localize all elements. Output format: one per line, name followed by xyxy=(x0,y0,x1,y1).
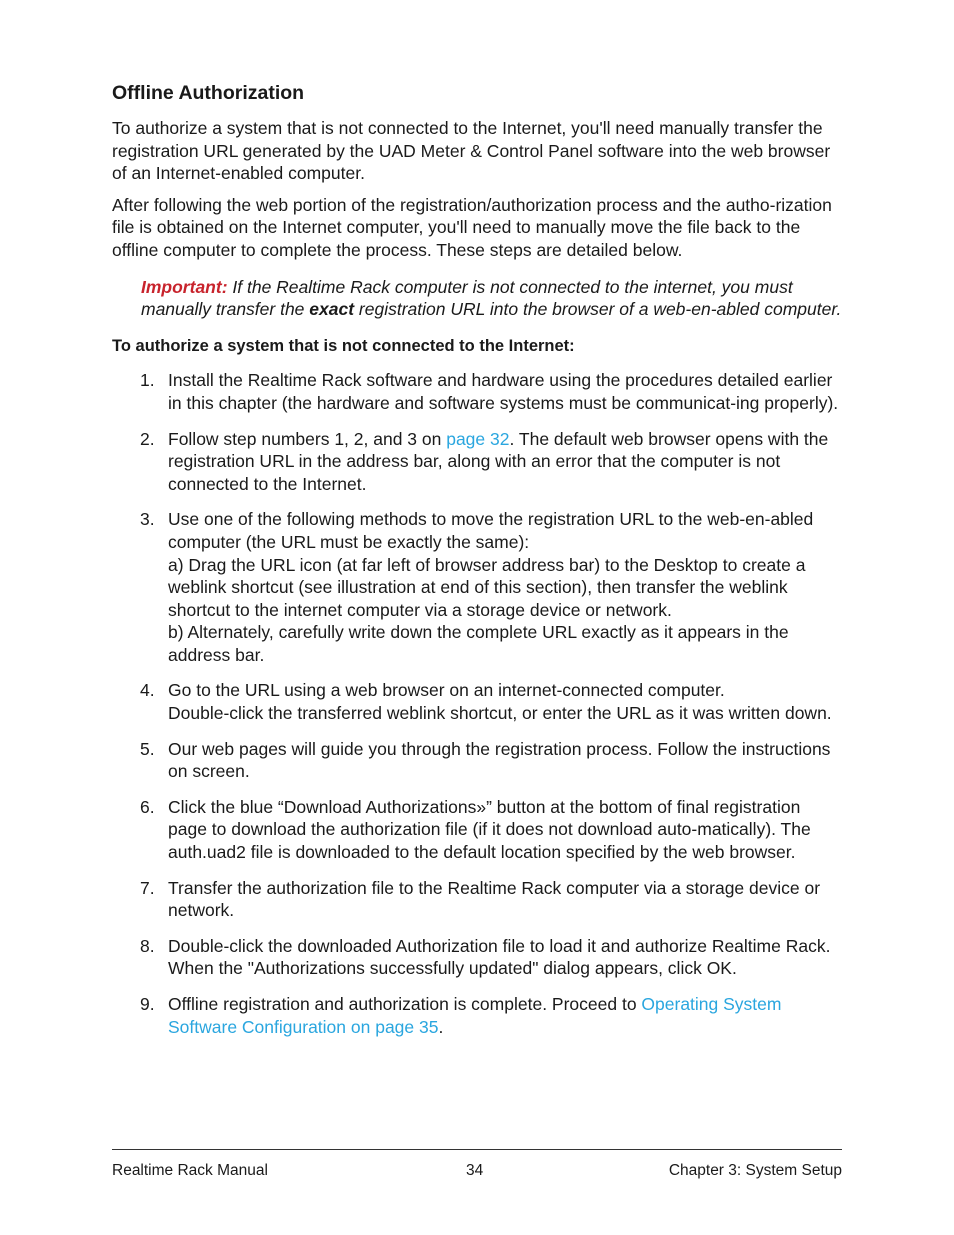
important-label: Important: xyxy=(141,276,228,297)
step-number: 6. xyxy=(140,796,155,817)
step-number: 5. xyxy=(140,738,155,759)
intro-paragraph-1: To authorize a system that is not connected to the Internet, you'll need manually transfer the registration URL generated by the UAD Meter & Control Panel software into the web browser of an Internet-enabled computer. xyxy=(112,118,831,184)
important-note xyxy=(141,276,844,321)
intro-paragraph-2: After following the web portion of the registration/authorization process and the autho-rization file is obtained on the Internet computer, you'll need to manually move the file back to the offline computer to complete the process. These steps are detailed below. xyxy=(112,194,832,260)
step-item xyxy=(112,738,844,783)
step-text: Install the Realtime Rack software and hardware using the procedures detailed earlier in this chapter (the hardware and software systems must be communicat-ing properly). xyxy=(168,370,839,413)
step-item xyxy=(112,796,844,864)
step-number: 7. xyxy=(140,877,155,898)
step-item xyxy=(112,428,844,496)
step-option-a: a) Drag the URL icon (at far left of browser address bar) to the Desktop to create a weblink shortcut (see illustration at end of this section), then transfer the weblink shortcut to the internet computer via a storage device or network. xyxy=(168,554,806,620)
note-emphasis: exact xyxy=(309,299,355,320)
step-item xyxy=(112,935,844,980)
footer-chapter: Chapter 3: System Setup xyxy=(668,1162,842,1179)
procedure-title: To authorize a system that is not connected to the Internet: xyxy=(112,336,575,355)
step-text: Click the blue “Download Authorizations»” button at the bottom of final registration page to download the authorization file (if it does not download auto-matically). The auth.uad2 file is downloaded to the default location specified by the web browser. xyxy=(168,796,811,863)
step-number: 8. xyxy=(140,935,155,956)
step-item xyxy=(112,993,844,1038)
step-text: . The default web browser opens with the registration URL in the address bar, along with an error that the computer is not connected to the Internet. xyxy=(168,428,829,494)
note-text-2: registration URL into the browser of a web-en-abled computer. xyxy=(354,299,842,320)
step-text: Go to the URL using a web browser on an internet-connected computer. xyxy=(168,680,725,701)
page-32-link[interactable]: page 32 xyxy=(446,428,510,449)
os-software-config-link[interactable]: Operating System Software Configuration on page 35 xyxy=(168,994,782,1037)
step-text: Transfer the authorization file to the Realtime Rack computer via a storage device or network. xyxy=(168,877,821,921)
step-item xyxy=(112,369,844,414)
step-item xyxy=(112,679,844,724)
section-heading: Offline Authorization xyxy=(112,82,305,104)
footer-divider xyxy=(112,1149,842,1150)
step-text: Offline registration and authorization is complete. Proceed to xyxy=(168,994,642,1014)
footer-manual-title: Realtime Rack Manual xyxy=(112,1162,268,1179)
step-number: 4. xyxy=(140,680,155,701)
step-text-detail: Double-click the transferred weblink shortcut, or enter the URL as it was written down. xyxy=(168,703,832,724)
footer-page-number: 34 xyxy=(466,1162,484,1179)
step-number: 1. xyxy=(140,370,155,391)
step-option-b: b) Alternately, carefully write down the complete URL exactly as it appears in the address bar. xyxy=(168,622,789,665)
step-number: 2. xyxy=(140,428,155,449)
step-number: 9. xyxy=(140,994,155,1014)
step-text: Use one of the following methods to move the registration URL to the web-en-abled computer (the URL must be exactly the same): xyxy=(168,509,814,552)
step-text: Follow step numbers 1, 2, and 3 on xyxy=(168,428,447,449)
step-number: 3. xyxy=(140,509,155,530)
note-text-1: If the Realtime Rack computer is not connected to the internet, you must manually transfer the xyxy=(141,276,793,320)
step-text: Our web pages will guide you through the registration process. Follow the instructions on screen. xyxy=(168,738,831,782)
step-item xyxy=(112,877,844,922)
step-text: Double-click the downloaded Authorization file to load it and authorize Realtime Rack. When the "Authorizations successfully updated" dialog appears, click OK. xyxy=(168,935,831,979)
step-text: . xyxy=(438,1016,444,1037)
page-content xyxy=(112,80,844,1051)
steps-list xyxy=(112,369,844,1038)
step-item xyxy=(112,508,844,666)
